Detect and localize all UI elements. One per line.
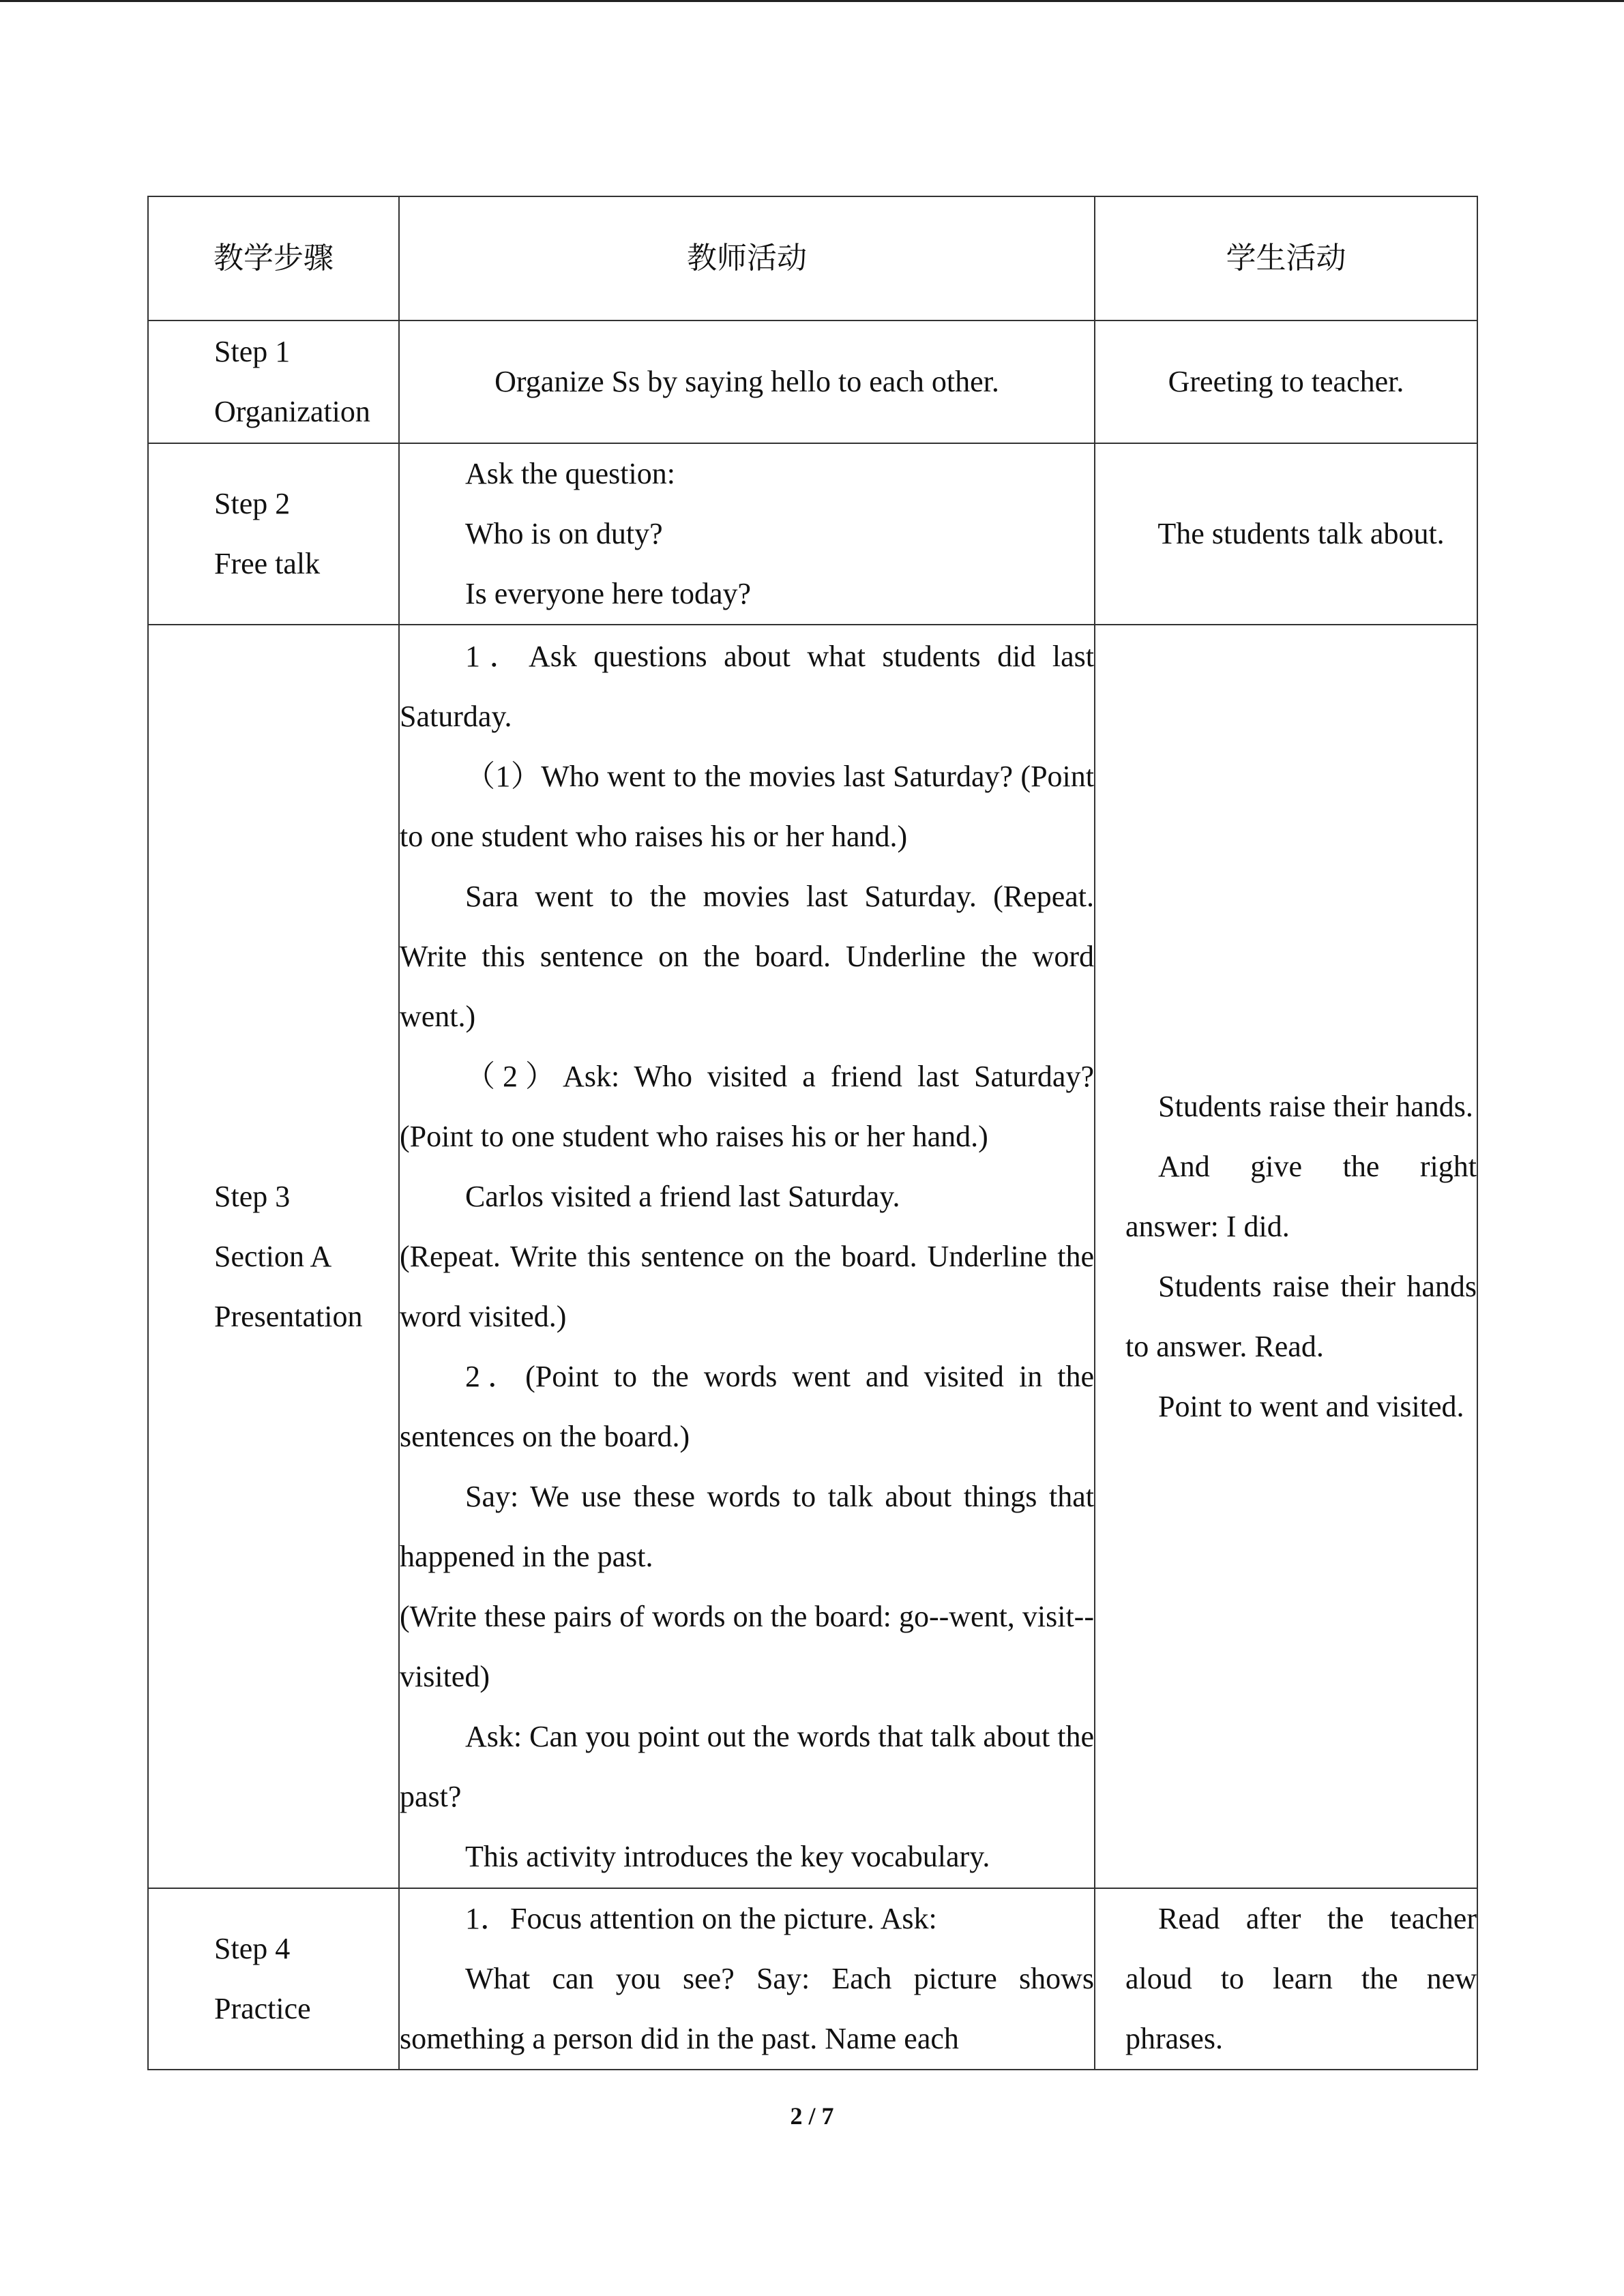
- student-line: The students talk about.: [1157, 517, 1445, 550]
- student-line: Point to went and visited.: [1158, 1389, 1464, 1423]
- student-activity: [1095, 625, 1477, 1888]
- table-header-row: [148, 196, 1477, 320]
- student-activity: [1095, 443, 1477, 625]
- page-number: 2 / 7: [790, 2102, 834, 2130]
- table-row: [148, 625, 1477, 1888]
- teacher-activity: [399, 625, 1095, 1888]
- teacher-line: (Write these pairs of words on the board: go--went, visit--visited): [400, 1599, 1094, 1693]
- teacher-activity: [399, 443, 1095, 625]
- teacher-line: 1．Ask questions about what students did last Saturday.: [400, 639, 1094, 733]
- teacher-line: Ask the question:: [465, 457, 675, 490]
- step-label: [148, 1888, 399, 2070]
- top-border-line: [0, 0, 1624, 2]
- step-title: Free talk: [214, 547, 321, 580]
- step-subtitle: Presentation: [214, 1299, 363, 1333]
- student-activity: [1095, 320, 1477, 443]
- teacher-line: 1．Focus attention on the picture. Ask:: [465, 1902, 937, 1935]
- header-student-activity: 学生活动: [1095, 196, 1477, 320]
- teacher-line: Say: We use these words to talk about things that happened in the past.: [400, 1479, 1094, 1573]
- teacher-line: Ask: Can you point out the words that talk about the past?: [400, 1719, 1094, 1813]
- teacher-line: （2）Ask: Who visited a friend last Saturday? (Point to one student who raises his or her hand.): [400, 1059, 1094, 1153]
- step-title: Section A: [214, 1239, 332, 1273]
- teacher-line: Carlos visited a friend last Saturday.: [465, 1179, 900, 1213]
- table-row: [148, 443, 1477, 625]
- header-teacher-activity: 教师活动: [399, 196, 1095, 320]
- step-label: [148, 320, 399, 443]
- student-line: Greeting to teacher.: [1168, 365, 1404, 398]
- teacher-activity: [399, 320, 1095, 443]
- student-activity: [1095, 1888, 1477, 2070]
- student-line: Students raise their hands to answer. Read.: [1125, 1269, 1477, 1363]
- table-row: [148, 320, 1477, 443]
- step-number: Step 4: [214, 1932, 291, 1965]
- student-line: And give the right answer: I did.: [1125, 1149, 1477, 1243]
- step-label: [148, 625, 399, 1888]
- step-title: Organization: [214, 395, 370, 428]
- lesson-plan-table: [147, 196, 1478, 2070]
- step-number: Step 1: [214, 335, 291, 368]
- teacher-line: This activity introduces the key vocabulary.: [465, 1839, 990, 1873]
- teacher-line: 2．(Point to the words went and visited in the sentences on the board.): [400, 1359, 1094, 1453]
- step-number: Step 3: [214, 1179, 291, 1213]
- teacher-line: (Repeat. Write this sentence on the board. Underline the word visited.): [400, 1239, 1094, 1333]
- teacher-line: Organize Ss by saying hello to each other.: [494, 365, 999, 398]
- student-line: Students raise their hands.: [1158, 1089, 1473, 1123]
- teacher-line: Who is on duty?: [465, 517, 663, 550]
- teacher-line: What can you see? Say: Each picture shows something a person did in the past. Name each: [400, 1962, 1094, 2055]
- teacher-line: Sara went to the movies last Saturday. (Repeat. Write this sentence on the board. Underline the word went.): [400, 879, 1094, 1033]
- step-title: Practice: [214, 1992, 311, 2025]
- student-line: Read after the teacher aloud to learn the new phrases.: [1125, 1902, 1477, 2055]
- step-number: Step 2: [214, 487, 291, 520]
- teacher-line: Is everyone here today?: [465, 577, 752, 610]
- table-row: [148, 1888, 1477, 2070]
- step-label: [148, 443, 399, 625]
- header-steps: 教学步骤: [148, 196, 399, 320]
- teacher-activity: [399, 1888, 1095, 2070]
- teacher-line: （1）Who went to the movies last Saturday? (Point to one student who raises his or her hand.): [400, 759, 1094, 853]
